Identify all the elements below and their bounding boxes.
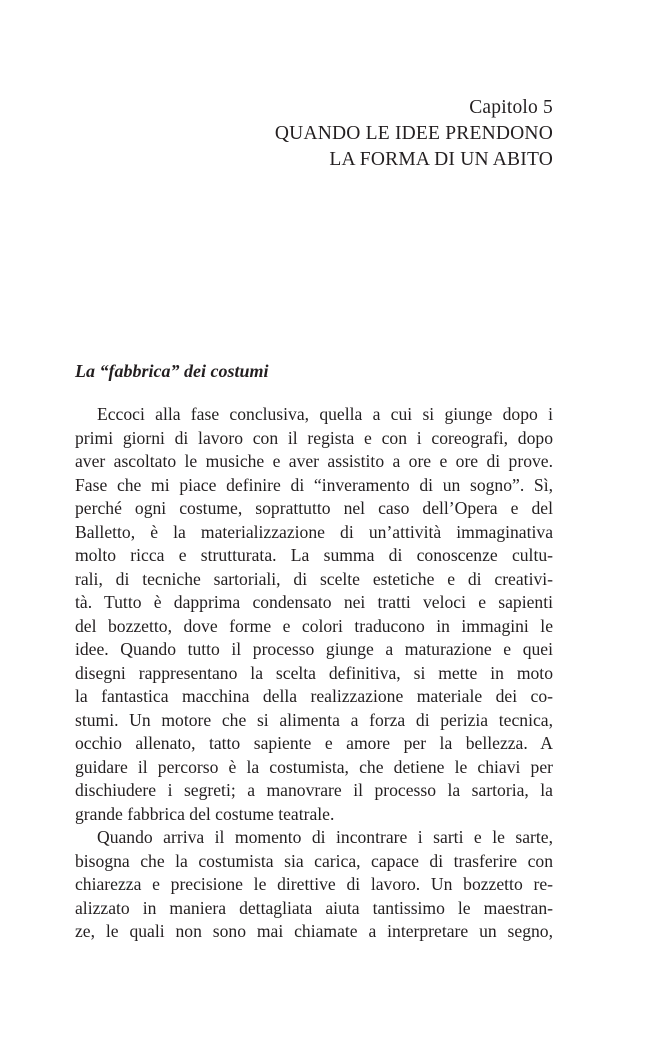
chapter-heading — [75, 95, 553, 173]
text-line: guidare il percorso è la costumista, che detiene le chiavi per — [75, 756, 553, 777]
chapter-number: Capitolo 5 — [469, 97, 553, 118]
body-text — [75, 403, 553, 944]
text-line: dischiudere i segreti; a manovrare il processo la sartoria, la — [75, 780, 553, 800]
text-line: ze, le quali non sono mai chiamate a interpretare un segno, — [75, 921, 553, 941]
text-line: Fase che mi piace definire di “inveramento di un sogno”. Sì, — [75, 474, 553, 495]
text-line: tà. Tutto è dapprima condensato nei tratti veloci e sapienti — [75, 592, 553, 612]
paragraph-1-last-line: grande fabbrica del costume teatrale. — [75, 803, 335, 824]
text-line: bisogna che la costumista sia carica, capace di trasferire con — [75, 850, 553, 871]
text-line: Balletto, è la materializzazione di un’attività immaginativa — [75, 521, 553, 542]
text-line: la fantastica macchina della realizzazione materiale dei co- — [75, 686, 553, 706]
chapter-title-line-1: QUANDO LE IDEE PRENDONO — [274, 123, 553, 144]
section-title: La “fabbrica” dei costumi — [75, 361, 269, 381]
text-line: stumi. Un motore che si alimenta a forza di perizia tecnica, — [75, 709, 553, 730]
text-line: rali, di tecniche sartoriali, di scelte estetiche e di creativi- — [75, 568, 553, 589]
text-line: primi giorni di lavoro con il regista e con i coreografi, dopo — [75, 427, 553, 448]
text-line: idee. Quando tutto il processo giunge a maturazione e quei — [75, 639, 553, 659]
text-line: alizzato in maniera dettagliata aiuta tantissimo le maestran- — [75, 897, 553, 918]
text-line: occhio allenato, tatto sapiente e amore per la bellezza. A — [75, 733, 553, 753]
chapter-title-line-2: LA FORMA DI UN ABITO — [329, 149, 553, 170]
text-line: aver ascoltato le musiche e aver assistito a ore e ore di prove. — [75, 451, 553, 471]
text-line: molto ricca e strutturata. La summa di conoscenze cultu- — [75, 545, 553, 565]
text-line: disegni rappresentano la scelta definitiva, si mette in moto — [75, 662, 553, 683]
paragraph-1-line-1: Eccoci alla fase conclusiva, quella a cui si giunge dopo i — [97, 404, 553, 424]
paragraph-2-line-1: Quando arriva il momento di incontrare i sarti e le sarte, — [97, 827, 553, 847]
text-line: perché ogni costume, soprattutto nel caso dell’Opera e del — [75, 498, 553, 518]
text-line: chiarezza e precisione le direttive di lavoro. Un bozzetto re- — [75, 874, 553, 894]
book-page — [75, 0, 553, 1050]
text-line: del bozzetto, dove forme e colori traducono in immagini le — [75, 615, 553, 636]
